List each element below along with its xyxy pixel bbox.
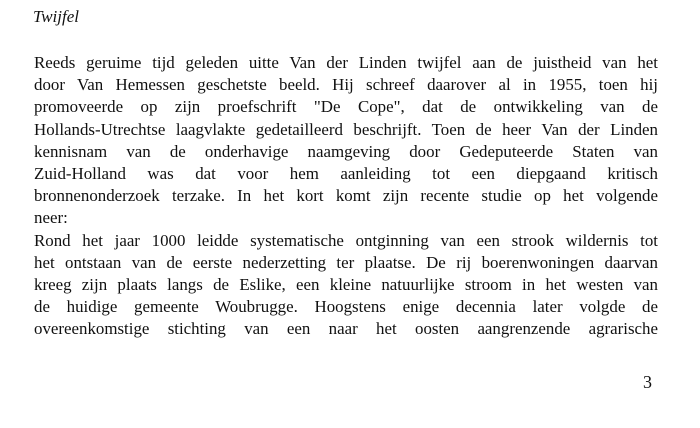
text-line: neer: [34, 208, 68, 228]
section-heading: Twijfel [33, 7, 79, 26]
paragraph-doubt-intro [34, 52, 658, 230]
page-number: 3 [643, 372, 652, 392]
text-line: overeenkomstige stichting van een naar het oosten aangrenzende agrarische [34, 319, 658, 339]
text-line: bronnenonderzoek terzake. In het kort komt zijn recente studie op het volgende [34, 186, 658, 206]
text-line: promoveerde op zijn proefschrift "De Cope", dat de ontwikkeling van de [34, 97, 658, 117]
text-line: het ontstaan van de eerste nederzetting ter plaatse. De rij boerenwoningen daarvan [34, 252, 658, 272]
paragraph-history [34, 230, 658, 341]
text-line: Zuid-Holland was dat voor hem aanleiding tot een diepgaand kritisch [34, 163, 658, 183]
text-line: door Van Hemessen geschetste beeld. Hij schreef daarover al in 1955, toen hij [34, 75, 658, 95]
text-line: de huidige gemeente Woubrugge. Hoogstens enige decennia later volgde de [34, 297, 658, 317]
text-line: Rond het jaar 1000 leidde systematische ontginning van een strook wildernis tot [34, 230, 658, 250]
body-text [34, 52, 658, 340]
text-line: kreeg zijn plaats langs de Eslike, een kleine natuurlijke stroom in het westen van [34, 274, 658, 294]
text-line: kennisnam van de onderhavige naamgeving door Gedeputeerde Staten van [34, 141, 658, 161]
text-line: Hollands-Utrechtse laagvlakte gedetailleerd beschrijft. Toen de heer Van der Linden [34, 119, 658, 139]
text-line: Reeds geruime tijd geleden uitte Van der Linden twijfel aan de juistheid van het [34, 53, 658, 72]
